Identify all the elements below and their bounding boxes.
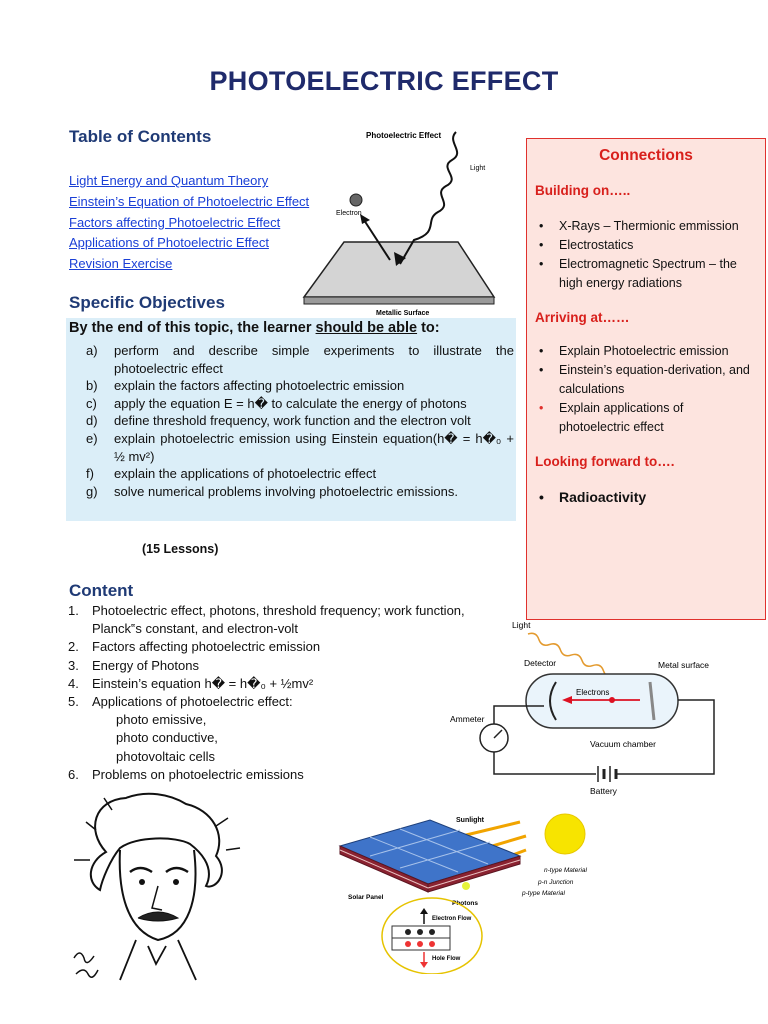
objective-text: solve numerical problems involving photoelectric emissions. — [114, 483, 458, 499]
solar-ptype-label: p-type Material — [522, 890, 565, 897]
apparatus-light-label: Light — [512, 620, 531, 630]
objective-letter: c) — [86, 395, 97, 411]
content-subitem: photo emissive, — [116, 712, 207, 728]
building-item: • X-Rays – Thermionic emmission — [539, 219, 739, 233]
building-list — [535, 217, 757, 293]
solar-photons-label: Photons — [452, 900, 478, 907]
objective-text: perform and describe simple experiments to illustrate the photoelectric effect — [114, 343, 514, 376]
solar-panel-figure — [330, 808, 620, 974]
objective-item — [86, 342, 514, 377]
apparatus-detector-label: Detector — [524, 658, 557, 668]
solar-ntype-label: n-type Material — [544, 867, 587, 874]
toc-link-quantum[interactable]: Light Energy and Quantum Theory — [69, 173, 269, 188]
arriving-heading: Arriving at…… — [535, 310, 630, 325]
content-item — [68, 657, 468, 675]
content-text: Applications of photoelectric effect: — [92, 694, 293, 710]
objective-item — [86, 483, 514, 501]
content-text: Einstein’s equation h� = h�₀ + ½mv² — [92, 675, 314, 691]
solar-pn-label: p-n Junction — [538, 879, 574, 886]
objectives-intro-c: to: — [417, 320, 440, 336]
objective-text: explain photoelectric emission using Einstein equation(h� = h�₀ + ½ mv²) — [114, 430, 514, 464]
forward-heading: Looking forward to…. — [535, 454, 675, 469]
building-item: • Electromagnetic Spectrum – the high energy radiations — [539, 257, 737, 290]
figure1-light-label: Light — [470, 165, 486, 172]
toc-link-factors[interactable]: Factors affecting Photoelectric Effect — [69, 214, 281, 230]
building-heading: Building on….. — [535, 183, 631, 198]
objective-text: explain the applications of photoelectric effect — [114, 466, 377, 482]
toc-list — [69, 171, 309, 275]
forward-item: • Radioactivity — [539, 489, 647, 505]
connections-box — [526, 138, 766, 620]
objective-letter: g) — [86, 483, 98, 499]
photoelectric-effect-figure — [296, 124, 506, 320]
content-number: 3. — [68, 657, 79, 673]
building-item: • Electrostatics — [539, 238, 634, 252]
solar-eflow-label: Electron Flow — [432, 916, 472, 922]
objectives-intro-a: By the end of this topic, the learner — [69, 320, 316, 336]
arriving-item-text: Explain Photoelectric emission — [559, 344, 729, 358]
objective-letter: d) — [86, 413, 98, 429]
objective-text: define threshold frequency, work function and the electron volt — [114, 413, 471, 429]
solar-sunlight-label: Sunlight — [456, 817, 484, 824]
arriving-item: • Explain applications of photoelectric effect — [539, 401, 684, 434]
figure1-title: Photoelectric Effect — [366, 131, 442, 140]
content-item — [68, 675, 468, 693]
einstein-portrait — [66, 790, 242, 990]
forward-list — [535, 488, 757, 507]
objective-letter: f) — [86, 466, 94, 482]
content-text: Photoelectric effect, photons, threshold frequency; work function, Planck‟s constant, and electron-volt — [92, 603, 465, 637]
solar-hflow-label: Hole Flow — [432, 956, 461, 962]
apparatus-metal-label: Metal surface — [658, 660, 710, 670]
solar-panel-label: Solar Panel — [348, 894, 384, 901]
objectives-intro — [69, 320, 440, 336]
content-item — [68, 693, 468, 711]
figure1-surface-label: Metallic Surface — [376, 310, 430, 317]
page-title: PHOTOELECTRIC EFFECT — [209, 66, 559, 96]
content-number: 1. — [68, 603, 79, 618]
content-heading: Content — [69, 581, 134, 600]
content-text: Energy of Photons — [92, 657, 199, 673]
toc-heading: Table of Contents — [69, 127, 212, 146]
building-item-text: Electromagnetic Spectrum – the high energy radiations — [559, 257, 737, 290]
objective-text: explain the factors affecting photoelectric emission — [114, 378, 405, 394]
apparatus-vacuum-label: Vacuum chamber — [590, 739, 656, 749]
arriving-list — [535, 342, 757, 437]
apparatus-figure — [444, 616, 724, 800]
building-item-text: X-Rays – Thermionic emmission — [559, 219, 739, 233]
objective-letter: a) — [86, 343, 98, 358]
forward-item-text: Radioactivity — [559, 489, 647, 505]
toc-link-einstein[interactable]: Einstein’s Equation of Photoelectric Effect — [69, 193, 310, 209]
objective-item — [86, 395, 514, 413]
content-number: 4. — [68, 675, 79, 691]
arriving-item: • Explain Photoelectric emission — [539, 344, 729, 358]
lessons-count: (15 Lessons) — [142, 542, 219, 556]
content-text: Problems on photoelectric emissions — [92, 766, 304, 782]
objective-item — [86, 377, 514, 395]
objective-item — [86, 412, 514, 430]
objective-letter: e) — [86, 430, 98, 446]
objective-item — [86, 465, 514, 483]
objective-text: apply the equation E = h� to calculate the energy of photons — [114, 395, 467, 411]
content-item — [68, 602, 468, 638]
content-item — [68, 766, 468, 784]
apparatus-electrons-label: Electrons — [576, 688, 610, 697]
content-subitem: photovoltaic cells — [116, 748, 215, 764]
arriving-item: • Einstein’s equation-derivation, and calculations — [539, 363, 750, 396]
objectives-list — [86, 342, 514, 500]
arriving-item-text: Einstein’s equation-derivation, and calculations — [559, 363, 750, 396]
content-list — [68, 602, 468, 784]
building-item-text: Electrostatics — [559, 238, 634, 252]
apparatus-ammeter-label: Ammeter — [450, 714, 485, 724]
content-text: Factors affecting photoelectric emission — [92, 639, 321, 655]
content-subitem: photo conductive, — [116, 730, 218, 746]
content-number: 2. — [68, 639, 79, 655]
toc-link-applications[interactable]: Applications of Photoelectric Effect — [69, 235, 269, 251]
objective-letter: b) — [86, 378, 98, 394]
objectives-heading: Specific Objectives — [69, 293, 225, 312]
content-number: 5. — [68, 694, 79, 710]
apparatus-battery-label: Battery — [590, 786, 617, 796]
objectives-intro-b: should be able — [315, 320, 418, 336]
arriving-item-text: Explain applications of photoelectric effect — [559, 401, 684, 434]
objective-item — [86, 430, 514, 465]
portrait-signature — [72, 955, 74, 956]
connections-title: Connections — [599, 147, 693, 164]
content-item — [68, 638, 468, 656]
content-number: 6. — [68, 766, 79, 782]
figure1-electron-label: Electron — [336, 210, 362, 217]
toc-link-revision[interactable]: Revision Exercise — [69, 256, 173, 272]
